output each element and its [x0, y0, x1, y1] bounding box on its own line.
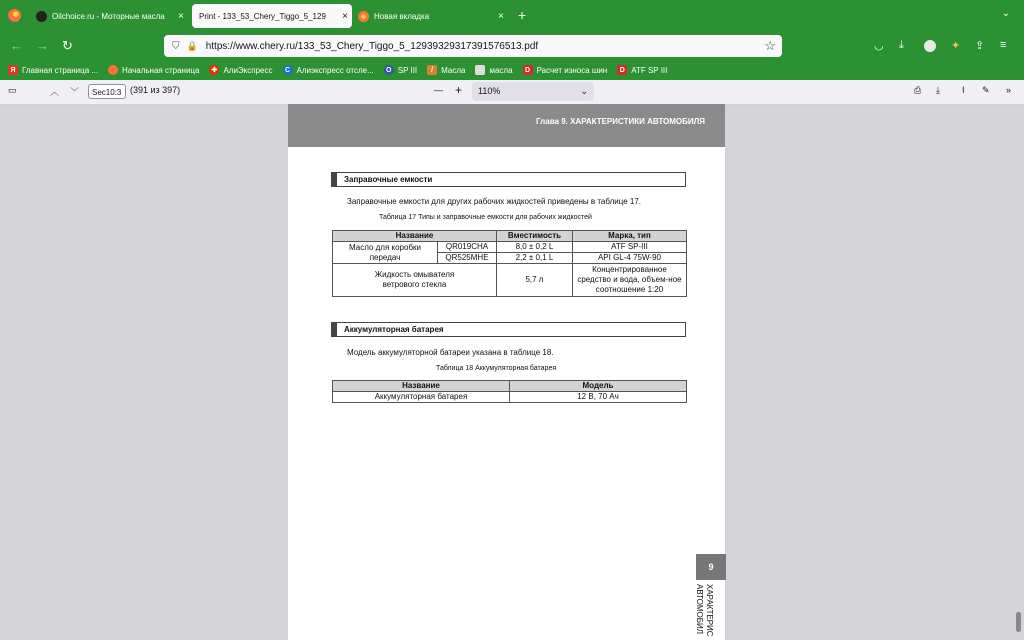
bookmarks-bar: [0, 60, 1024, 80]
paragraph: Заправочные емкости для других рабочих жидкостей приведены в таблице 17.: [347, 197, 642, 206]
bookmark-label: АлиЭкспресс: [223, 65, 273, 75]
firefox-icon[interactable]: [8, 9, 21, 22]
shield-icon[interactable]: ⛉: [172, 40, 180, 52]
tab-new[interactable]: [358, 4, 508, 28]
oilchoice-favicon-icon: [36, 11, 47, 22]
section-heading-battery: [331, 322, 686, 337]
navigation-bar: [0, 32, 1024, 60]
bookmark-item[interactable]: [523, 65, 608, 75]
firefox-icon: [108, 65, 118, 75]
print-icon[interactable]: ⎙: [914, 85, 922, 95]
bookmark-item[interactable]: [283, 65, 374, 75]
bookmark-label: масла: [489, 65, 513, 75]
cell: Аккумуляторная батарея: [333, 392, 510, 403]
tab-oilchoice[interactable]: [36, 4, 188, 28]
oil-drop-icon: /: [427, 65, 437, 75]
chevron-down-icon: ⌄: [580, 86, 588, 96]
share-icon[interactable]: ⇪: [975, 40, 985, 52]
bookmark-label: Главная страница ...: [22, 65, 99, 75]
pdf-page: [288, 104, 725, 640]
cell: API GL-4 75W-90: [572, 253, 686, 264]
table-row: [333, 264, 687, 297]
bookmark-label: Начальная страница: [122, 65, 200, 75]
profile-icon[interactable]: [924, 40, 936, 52]
more-tools-icon[interactable]: »: [1006, 85, 1012, 95]
bookmark-label: Расчет износа шин: [536, 65, 608, 75]
bookmark-label: SP III: [397, 65, 418, 75]
yandex-icon: Я: [8, 65, 18, 75]
cell: 12 В, 70 Ач: [510, 392, 687, 403]
cell: QR525MHE: [438, 253, 497, 264]
bookmark-item[interactable]: [617, 65, 667, 75]
bookmark-star-icon[interactable]: ☆: [764, 38, 776, 53]
page-count: (391 из 397): [130, 85, 181, 95]
pocket-icon[interactable]: ◡: [874, 40, 884, 52]
pdf-toolbar: [0, 80, 1024, 105]
cell: Жидкость омывателя ветрового стекла: [333, 264, 497, 297]
tab-strip: [0, 0, 1024, 32]
column-header: Вместимость: [496, 231, 572, 242]
cell: ATF SP-III: [572, 242, 686, 253]
section-title: Аккумуляторная батарея: [344, 325, 444, 334]
lock-icon[interactable]: 🔒: [186, 40, 198, 51]
save-icon[interactable]: ⤓: [936, 85, 940, 95]
tab-label: Print - 133_53_Chery_Tiggo_5_129: [199, 11, 326, 21]
tracking-icon: C: [283, 65, 293, 75]
menu-icon[interactable]: ≡: [1000, 39, 1007, 51]
bookmark-item[interactable]: [8, 65, 98, 75]
page-number-input[interactable]: Sec10:3: [88, 84, 126, 99]
bookmark-item[interactable]: [209, 65, 272, 75]
url-text[interactable]: https://www.chery.ru/133_53_Chery_Tiggo_5_12939329317391576513.pdf: [205, 40, 539, 52]
bookmark-label: Масла: [441, 65, 466, 75]
firefox-favicon-icon: [358, 11, 369, 22]
zoom-out-button[interactable]: —: [434, 85, 443, 95]
table-row: [333, 392, 687, 403]
cell: 2,2 ± 0,1 L: [496, 253, 572, 264]
gearbox-label: Масло для коробки передач: [333, 242, 438, 264]
page-header: [288, 104, 725, 147]
reload-button[interactable]: ↻: [62, 38, 73, 53]
bookmark-label: Алиэкспресс отсле...: [296, 65, 374, 75]
cell: QR019CHA: [438, 242, 497, 253]
draw-icon[interactable]: ✎: [982, 85, 990, 95]
section-heading-capacities: [331, 172, 686, 187]
tab-label: Oilchoice.ru - Моторные масла: [52, 11, 165, 21]
aliexpress-icon: ✚: [209, 65, 219, 75]
cell: 5,7 л: [496, 264, 572, 297]
image-icon: [475, 65, 485, 75]
url-bar[interactable]: [164, 35, 782, 57]
new-tab-button[interactable]: +: [518, 7, 527, 23]
column-header: Название: [333, 231, 497, 242]
zoom-value: 110%: [478, 86, 501, 96]
table-caption: Таблица 17 Типы и заправочные емкости для рабочих жидкостей: [379, 214, 592, 221]
drom-icon: D: [523, 65, 533, 75]
bookmark-item[interactable]: [475, 65, 512, 75]
oil-icon: O: [384, 65, 394, 75]
tab-label: Новая вкладка: [374, 11, 430, 21]
column-header: Марка, тип: [572, 231, 686, 242]
table-row: [333, 242, 687, 253]
text-tool-icon[interactable]: I: [962, 85, 965, 95]
extension-icon[interactable]: ✦: [951, 40, 961, 52]
zoom-in-button[interactable]: +: [455, 83, 463, 97]
back-button[interactable]: ←: [10, 38, 23, 53]
close-tab-icon[interactable]: ×: [498, 10, 504, 22]
cell: Концентрированное средство и вода, объем-ное соотношение 1:20: [572, 264, 686, 297]
bookmark-label: ATF SP III: [631, 65, 668, 75]
capacities-table: [332, 230, 687, 297]
paragraph: Модель аккумуляторной батареи указана в таблице 18.: [347, 348, 554, 357]
close-tab-icon[interactable]: ×: [342, 10, 348, 22]
next-page-icon[interactable]: ﹀: [70, 87, 80, 97]
sidebar-toggle-icon[interactable]: ▭: [8, 85, 17, 95]
chapter-side-text: ХАРАКТЕРИС АВТОМОБИЛ: [695, 584, 714, 637]
forward-button[interactable]: →: [36, 38, 49, 53]
column-header: Модель: [510, 381, 687, 392]
bookmark-item[interactable]: [384, 65, 417, 75]
chapter-number-tab: 9: [696, 554, 726, 580]
battery-table: [332, 380, 687, 403]
cell: 8,0 ± 0,2 L: [496, 242, 572, 253]
zoom-select[interactable]: [472, 82, 594, 101]
drom-icon: D: [617, 65, 627, 75]
section-title: Заправочные емкости: [344, 175, 433, 184]
table-caption: Таблица 18 Аккумуляторная батарея: [436, 365, 557, 372]
close-tab-icon[interactable]: ×: [178, 10, 184, 22]
tab-print-pdf[interactable]: [192, 4, 352, 28]
bookmark-item[interactable]: [427, 65, 465, 75]
bookmark-item[interactable]: [108, 65, 199, 75]
column-header: Название: [333, 381, 510, 392]
scrollbar-thumb[interactable]: [1016, 612, 1021, 632]
chapter-title: Глава 9. ХАРАКТЕРИСТИКИ АВТОМОБИЛЯ: [536, 117, 705, 126]
previous-page-icon[interactable]: ︿: [50, 87, 60, 97]
download-icon[interactable]: ⤓: [899, 39, 904, 51]
tab-list-button[interactable]: ⌄: [1001, 8, 1010, 19]
